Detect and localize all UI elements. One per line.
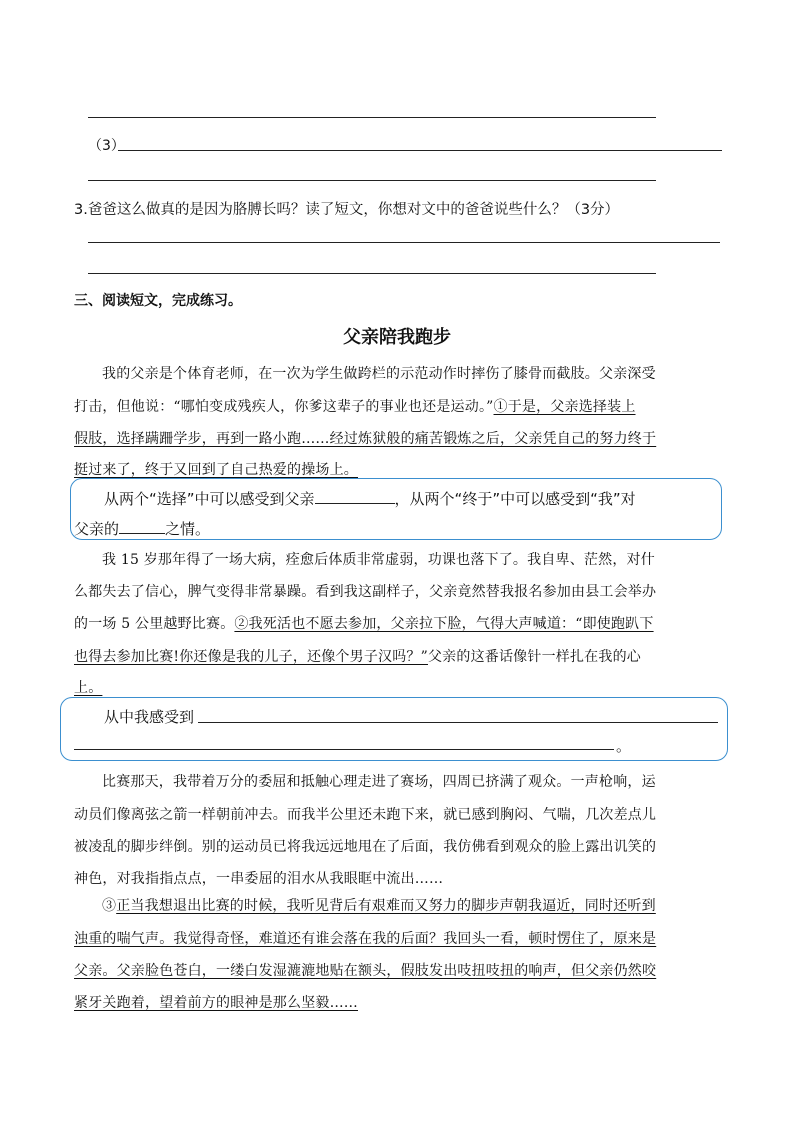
passage-line: 比赛那天，我带着万分的委屈和抵触心理走进了赛场，四周已挤满了观众。一声枪响，运 — [102, 774, 656, 790]
blank-field[interactable] — [119, 519, 165, 534]
underlined-sentence-2: ②我死活也不愿去参加，父亲拉下脸，气得大声喊道：“即使跑趴下 — [234, 616, 654, 632]
circled-number-3: ③ — [102, 898, 117, 914]
underlined-sentence-3: 正当我想退出比赛的时候，我听见背后有艰难而又努力的脚步声朝我逼近，同时还听到 — [116, 898, 656, 914]
passage-line: 神色，对我指指点点，一串委屈的泪水从我眼眶中流出…… — [74, 871, 444, 887]
underlined-sentence-2: 也得去参加比赛!你还像是我的儿子，还像个男子汉吗？” — [74, 649, 428, 665]
box1-line1: 从两个“选择”中可以感受到父亲 ，从两个“终于”中可以感受到“我”对 — [104, 490, 636, 508]
answer-line[interactable] — [118, 150, 722, 151]
box2-prefix: 从中我感受到 — [104, 708, 195, 726]
answer-line[interactable] — [88, 180, 656, 181]
box2-suffix: 。 — [616, 737, 632, 755]
blank-field[interactable] — [315, 489, 395, 504]
answer-line[interactable] — [74, 749, 614, 750]
passage-line: 上。 — [74, 680, 103, 696]
passage-line: 的一场 5 公里越野比赛。②我死活也不愿去参加，父亲拉下脸，气得大声喊道：“即使跑趴下 — [74, 616, 654, 632]
passage-line: 么都失去了信心，脾气变得非常暴躁。看到我这副样子，父亲竟然替我报名参加由县工会举办 — [74, 584, 657, 600]
underlined-sentence-1: 挺过来了，终于又回到了自己热爱的操场上。 — [74, 462, 358, 478]
underlined-sentence-3: 父亲。父亲脸色苍白，一缕白发湿漉漉地贴在额头，假肢发出吱扭吱扭的响声，但父亲仍然咬 — [74, 963, 657, 979]
passage-line: 动员们像离弦之箭一样朝前冲去。而我半公里还未跑下来，就已感到胸闷、气喘，几次差点儿 — [74, 807, 657, 823]
passage-line: 被凌乱的脚步绊倒。别的运动员已将我远远地甩在了后面，我仿佛看到观众的脸上露出讥笑的 — [74, 839, 657, 855]
underlined-sentence-3: 紧牙关跑着，望着前方的眼神是那么坚毅…… — [74, 995, 358, 1011]
passage-line: 也得去参加比赛!你还像是我的儿子，还像个男子汉吗？”父亲的这番话像针一样扎在我的心 — [74, 649, 641, 665]
passage-title: 父亲陪我跑步 — [343, 327, 451, 348]
passage-line: 打击，但他说：“哪怕变成残疾人，你爹这辈子的事业也还是运动。”①于是，父亲选择装上 — [74, 399, 636, 415]
passage-line — [102, 895, 656, 915]
underlined-sentence-3: 浊重的喘气声。我觉得奇怪，难道还有谁会落在我的后面？我回头一看，顿时愣住了，原来是 — [74, 931, 657, 947]
passage-line: 我 15 岁那年得了一场大病，痊愈后体质非常虚弱，功课也落下了。我自卑、茫然，对什 — [102, 552, 655, 568]
item-label-3: （3） — [88, 138, 125, 154]
box1-line2: 父亲的 之情。 — [74, 520, 211, 538]
section-heading: 三、阅读短文，完成练习。 — [74, 293, 242, 309]
answer-line[interactable] — [88, 273, 656, 274]
answer-line[interactable] — [88, 117, 656, 118]
question-3: 3.爸爸这么做真的是因为胳膊长吗？读了短文，你想对文中的爸爸说些什么？（3分） — [74, 202, 620, 218]
underlined-sentence-1: ①于是，父亲选择装上 — [493, 399, 636, 415]
answer-line[interactable] — [88, 242, 720, 243]
passage-line: 我的父亲是个体育老师，在一次为学生做跨栏的示范动作时摔伤了膝骨而截肢。父亲深受 — [102, 366, 656, 382]
underlined-sentence-1: 假肢，选择蹒跚学步，再到一路小跑……经过炼狱般的痛苦锻炼之后，父亲凭自己的努力终于 — [74, 431, 657, 447]
answer-line[interactable] — [198, 722, 718, 723]
